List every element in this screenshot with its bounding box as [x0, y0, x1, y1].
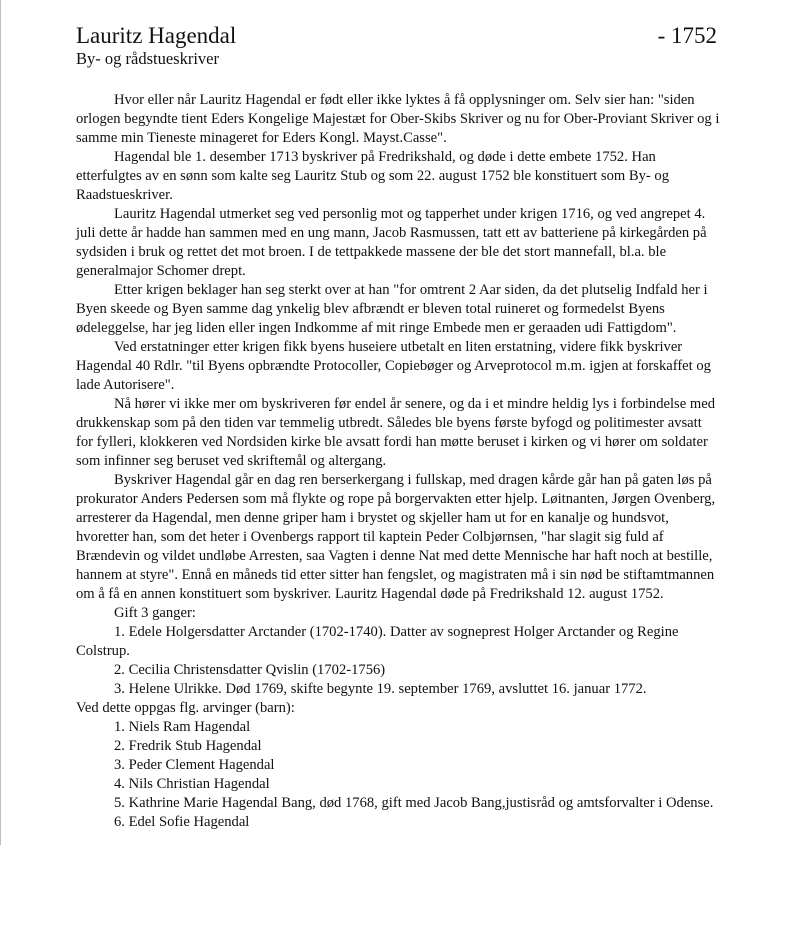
list-item: [76, 718, 721, 737]
paragraph-married: Gift 3 ganger:: [114, 605, 196, 621]
paragraph-drunkenness: Nå hører vi ikke mer om byskriveren før endel år senere, og da i et mindre heldig lys i forbindelse med drukkenskap som på den tiden var temmelig utbredt. Således ble byens første byfogd og politimester avsatt for fylleri, klokkeren ved Nordsiden kirke ble avsatt fordi han møtte beruset i kirken og vi hører om soldater som infinner seg beruset ved skriftemål og altergang.: [76, 396, 715, 469]
list-item: [76, 737, 721, 756]
document-header: [76, 22, 721, 72]
document-body[interactable]: [76, 91, 721, 832]
list-item: [76, 813, 721, 832]
paragraph-compensation: Ved erstatninger etter krigen fikk byens huseiere utbetalt en liten erstatning, videre fikk byskriver Hagendal 40 Rdlr. "til Byens opbrændte Protocoller, Copiebøger og Arveprotocol m.m. igjen at forskaffet og lade Autorisere".: [76, 339, 711, 393]
list-item: [76, 756, 721, 775]
page-edge-line: [0, 0, 1, 845]
paragraph-origin: Hvor eller når Lauritz Hagendal er født eller ikke lyktes å få opplysninger om. Selv sier han: "siden orlogen begyndte tient Eders Kongelige Majestæt for Ober-Skibs Skriver og nu for Ober-Proviant Skriver og i samme min Tieneste minageret for Eders Kongl. Mayst.Casse".: [76, 92, 720, 146]
heirs-intro: Ved dette oppgas flg. arvinger (barn):: [76, 700, 295, 716]
list-item: [76, 775, 721, 794]
paragraph-complaint: Etter krigen beklager han seg sterkt over at han "for omtrent 2 Aar siden, da det plutselig Indfald her i Byen skeede og Byen samme dag ynkelig blev afbrændt er bleven total ruineret og formedelst Byens ødeleggelse, har jeg liden eller ingen Indkomme af mit ringe Embede men er geraaden udi Fattigdom".: [76, 282, 708, 336]
paragraph-wife-1: 1. Edele Holgersdatter Arctander (1702-1740). Datter av sogneprest Holger Arctander og Regine Colstrup.: [76, 624, 679, 659]
document-year: - 1752: [657, 23, 717, 48]
heir-1: 1. Niels Ram Hagendal: [114, 719, 251, 735]
heir-3: 3. Peder Clement Hagendal: [114, 757, 275, 773]
paragraph-wife-2: 2. Cecilia Christensdatter Qvislin (1702-1756): [114, 662, 386, 678]
heir-5: 5. Kathrine Marie Hagendal Bang, død 1768, gift med Jacob Bang,justisråd og amtsforvalter i Odense.: [114, 795, 714, 811]
heirs-list: [76, 718, 721, 832]
document-subtitle: By- og rådstueskriver: [76, 49, 219, 68]
heir-2: 2. Fredrik Stub Hagendal: [114, 738, 262, 754]
heir-4: 4. Nils Christian Hagendal: [114, 776, 270, 792]
paragraph-wife-3: 3. Helene Ulrikke. Død 1769, skifte begynte 19. september 1769, avsluttet 16. januar 1772.: [114, 681, 647, 697]
list-item: [76, 794, 721, 813]
paragraph-berserk: Byskriver Hagendal går en dag ren berserkergang i fullskap, med dragen kårde går han på gaten løs på prokurator Anders Pedersen som må flykte og rope på borgervakten etter hjelp. Løitnanten, Jørgen Ovenberg, arresterer da Hagendal, men denne griper ham i brystet og skjeller ham ut for en kanalje og hundsvot, hvoretter han, som det heter i Ovenbergs rapport til kaptein Peder Colbjørnsen, "har slagit sig fuld af Brændevin og vildet undløbe Arresten, saa Vagten i denne Nat med dette Mennische har haft noch at bestille, hannem at styre". Ennå en måneds tid etter sitter han fengslet, og magistraten må i sin nød be stiftamtmannen om å få en annen konstituert som byskriver. Lauritz Hagendal døde på Fredrikshald 12. august 1752.: [76, 472, 716, 602]
document-title: Lauritz Hagendal: [76, 23, 237, 48]
paragraph-appointment: Hagendal ble 1. desember 1713 byskriver på Fredrikshald, og døde i dette embete 1752. Han etterfulgtes av en sønn som kalte seg Lauritz Stub og som 22. august 1752 ble konstituert som By- og Raadstueskriver.: [76, 149, 669, 203]
heir-6: 6. Edel Sofie Hagendal: [114, 814, 250, 830]
paragraph-war-bravery: Lauritz Hagendal utmerket seg ved personlig mot og tapperhet under krigen 1716, og ved angrepet 4. juli dette år hadde han sammen med en ung mann, Jacob Rasmussen, tatt ett av batteriene på kirkegården på sydsiden i bruk og rettet det mot broen. I de tettpakkede massene der ble det stort mannefall, bl.a. ble generalmajor Schomer drept.: [76, 206, 707, 279]
